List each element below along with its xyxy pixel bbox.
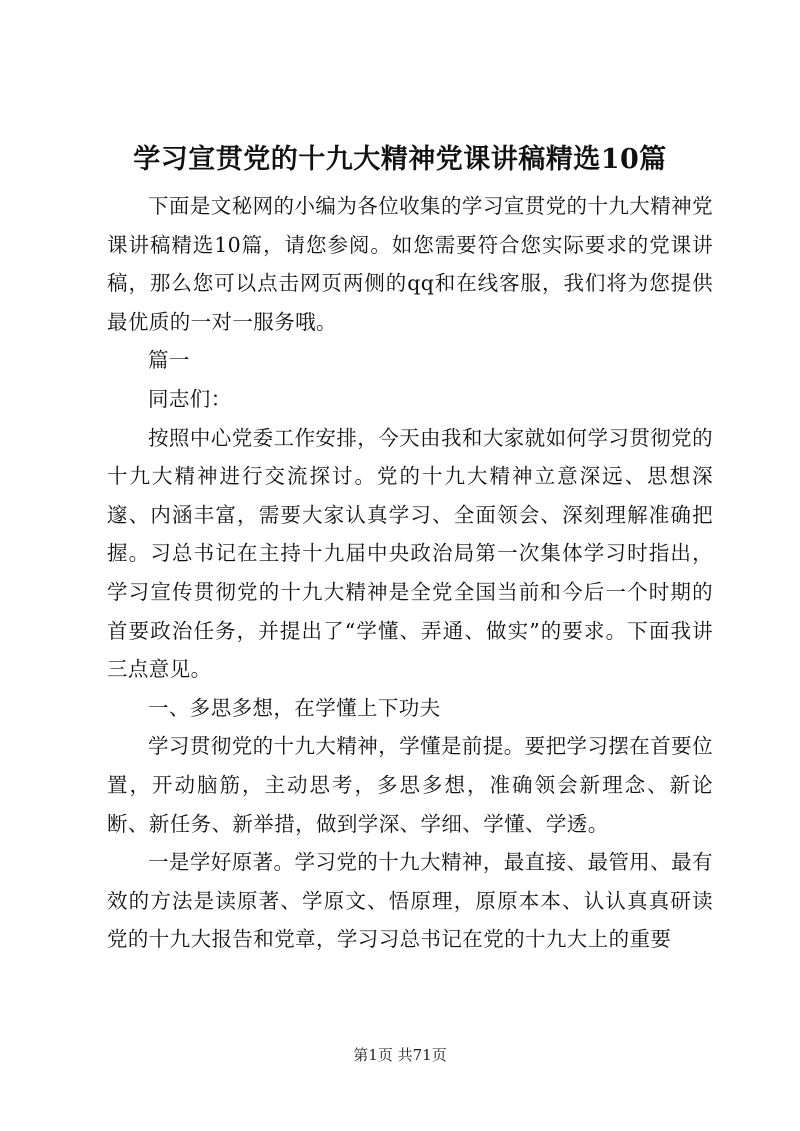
salutation: 同志们： xyxy=(148,386,232,411)
page-footer: 第1页 共71页 xyxy=(353,1046,447,1064)
body-paragraph: 学习贯彻党的十九大精神，学懂是前提。要把学习摆在首要位置，开动脑筋，主动思考，多思多想，准确领会新理念、新论断、新任务、新举措，做到学深、学细、学懂、学透。 xyxy=(107,734,713,836)
intro-paragraph: 下面是文秘网的小编为各位收集的学习宣贯党的十九大精神党课讲稿精选10篇，请您参阅。如您需要符合您实际要求的党课讲稿，那么您可以点击网页两侧的qq和在线客服，我们将为您提供最优质的一对一服务哦。 xyxy=(107,194,713,334)
document-title: 学习宣贯党的十九大精神党课讲稿精选10篇 xyxy=(133,144,667,175)
body-paragraph: 按照中心党委工作安排，今天由我和大家就如何学习贯彻党的十九大精神进行交流探讨。党的十九大精神立意深远、思想深邃、内涵丰富，需要大家认真学习、全面领会、深刻理解准确把握。习总书记在主持十九届中央政治局第一次集体学习时指出，学习宣传贯彻党的十九大精神是全党全国当前和今后一个时期的首要政治任务，并提出了“学懂、弄通、做实”的要求。下面我讲三点意见。 xyxy=(107,425,713,682)
section-label: 篇一 xyxy=(148,348,190,373)
section-heading: 一、多思多想，在学懂上下功夫 xyxy=(148,695,441,720)
document-body xyxy=(107,187,713,959)
body-paragraph: 一是学好原著。学习党的十九大精神，最直接、最管用、最有效的方法是读原著、学原文、悟原理，原原本本、认认真真研读党的十九大报告和党章，学习习总书记在党的十九大上的重要 xyxy=(107,850,713,952)
